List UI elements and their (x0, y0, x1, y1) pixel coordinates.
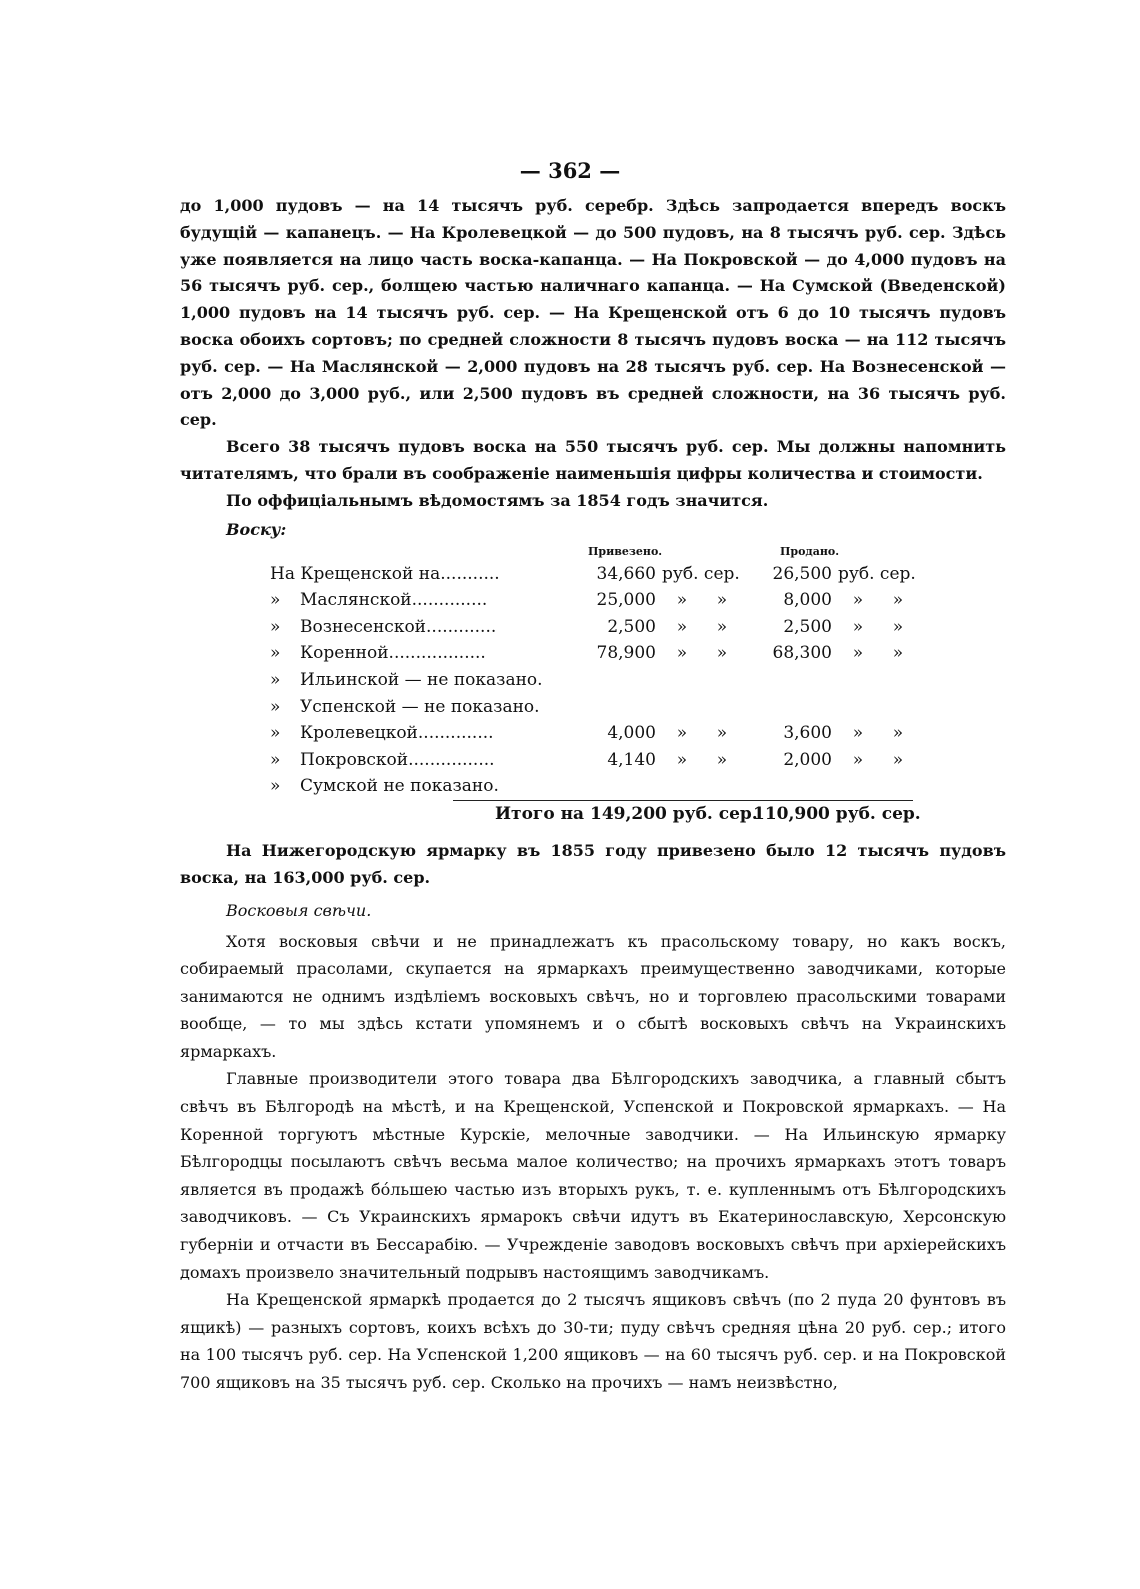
fair-name: Маслянской.............. (300, 590, 488, 611)
brought-value: 78,900 (596, 643, 656, 664)
paragraph-nizhny-fair: На Нижегородскую ярмарку въ 1855 году привезено было 12 тысячъ пудовъ воска, на 163,000 руб. сер. (180, 840, 1006, 887)
table-row (270, 694, 920, 721)
sold-ditto: » » (852, 723, 904, 744)
ditto-mark: » (270, 643, 281, 664)
table-row (270, 773, 920, 800)
sold-value: 8,000 (783, 590, 832, 611)
sold-ditto: » » (852, 590, 904, 611)
paragraph-candle-sales: На Крещенской ярмаркѣ продается до 2 тысячъ ящиковъ свѣчъ (по 2 пуда 20 фунтовъ въ ящикѣ) — разныхъ сортовъ, коихъ всѣхъ до 30-ти; пуду свѣчъ средняя цѣна 20 руб. сер.; итого на 100 тысячъ руб. сер. На Успенской 1,200 ящиковъ — на 60 тысячъ руб. сер. и на Покровской 700 ящиковъ на 35 тысячъ руб. сер. Сколько на прочихъ — намъ неизвѣстно, (180, 1290, 1006, 1392)
table-row (270, 561, 920, 588)
sold-unit: руб. сер. (838, 563, 916, 584)
brought-value: 34,660 (596, 563, 656, 584)
ditto-mark: » (270, 590, 281, 611)
brought-value: 4,000 (607, 723, 656, 744)
table-row (270, 747, 920, 774)
fair-name: Коренной.................. (300, 643, 486, 664)
header-brought: Привезено. (588, 544, 663, 558)
ditto-mark: » (270, 776, 281, 797)
table-header (270, 543, 920, 561)
brought-ditto: » » (676, 723, 728, 744)
sold-value: 3,600 (783, 723, 832, 744)
header-sold: Продано. (780, 544, 840, 558)
ditto-mark: » (270, 723, 281, 744)
total-sold: 110,900 руб. сер. (753, 803, 921, 824)
total-rule (453, 800, 913, 801)
sold-value: 26,500 (772, 563, 832, 584)
sold-ditto: » » (852, 643, 904, 664)
paragraph-candle-producers: Главные производители этого товара два Бѣлгородскихъ заводчика, а главный сбытъ свѣчъ въ Бѣлгородѣ на мѣстѣ, и на Крещенской, Успенской и Покровской ярмаркахъ. — На Коренной торгуютъ мѣстные Курскіе, мелочные заводчики. — На Ильинскую ярмарку Бѣлгородцы посылаютъ свѣчъ весьма малое количество; на прочихъ ярмаркахъ этотъ товаръ является въ продажѣ бóльшею частью изъ вторыхъ рукъ, т. е. купленнымъ отъ Бѣлгородскихъ заводчиковъ. — Съ Украинскихъ ярмарокъ свѣчи идутъ въ Екатеринославскую, Херсонскую губерніи и отчасти въ Бессарабію. — Учрежденіе заводовъ восковыхъ свѣчъ при архіерейскихъ домахъ произвело значительный подрывъ настоящимъ заводчикамъ. (180, 1069, 1006, 1282)
wax-trade-table (270, 543, 920, 830)
brought-ditto: » » (676, 643, 728, 664)
brought-ditto: » » (676, 590, 728, 611)
brought-ditto: » » (676, 749, 728, 770)
brought-ditto: » » (676, 616, 728, 637)
sold-value: 68,300 (772, 643, 832, 664)
section-label-candles: Восковыя свѣчи. (226, 900, 372, 920)
brought-value: 25,000 (596, 590, 656, 611)
table-row (270, 614, 920, 641)
brought-value: 4,140 (607, 749, 656, 770)
table-row (270, 720, 920, 747)
paragraph-official-records: По оффиціальнымъ вѣдомостямъ за 1854 годъ значится. (226, 490, 769, 510)
brought-unit: руб. сер. (662, 563, 740, 584)
page-number: — 362 — (519, 158, 621, 183)
fair-name: Кролевецкой.............. (300, 723, 494, 744)
fair-name: Сумской не показано. (300, 776, 499, 797)
table-row (270, 587, 920, 614)
paragraph-candles-intro: Хотя восковыя свѣчи и не принадлежатъ къ прасольскому товару, но какъ воскъ, собираемый прасолами, скупается на ярмаркахъ преимущественно заводчиками, которые занимаются не однимъ издѣліемъ восковыхъ свѣчъ, но и торговлею прасольскими товарами вообще, — то мы здѣсь кстати упомянемъ и о сбытѣ восковыхъ свѣчъ на Украинскихъ ярмаркахъ. (180, 931, 1006, 1061)
table-row (270, 640, 920, 667)
ditto-mark: » (270, 749, 281, 770)
sold-value: 2,000 (783, 749, 832, 770)
ditto-mark: » (270, 696, 281, 717)
ditto-mark: » (270, 669, 281, 690)
sold-ditto: » » (852, 749, 904, 770)
section-label-wax: Воску: (226, 519, 287, 539)
brought-value: 2,500 (607, 616, 656, 637)
fair-name: На Крещенской на........... (270, 563, 500, 584)
fair-name: Вознесенской............. (300, 616, 497, 637)
sold-ditto: » » (852, 616, 904, 637)
ditto-mark: » (270, 616, 281, 637)
paragraph-wax-total: Всего 38 тысячъ пудовъ воска на 550 тысячъ руб. сер. Мы должны напомнить читателямъ, что брали въ соображеніе наименьшія цифры количества и стоимости. (180, 437, 1006, 483)
table-row (270, 667, 920, 694)
body-text (180, 193, 1006, 1397)
fair-name: Ильинской — не показано. (300, 669, 543, 690)
paragraph-wax-by-fairs: до 1,000 пудовъ — на 14 тысячъ руб. серебр. Здѣсь запродается впередъ воскъ будущій — капанецъ. — На Кролевецкой — до 500 пудовъ, на 8 тысячъ руб. сер. Здѣсь уже появляется на лицо часть воска-капанца. — На Покровской — до 4,000 пудовъ на 56 тысячъ руб. сер., болщею частью наличнаго капанца. — На Сумской (Введенской) 1,000 пудовъ на 14 тысячъ руб. сер. — На Крещенской отъ 6 до 10 тысячъ пудовъ воска обоихъ сортовъ; по средней сложности 8 тысячъ пудовъ воска — на 112 тысячъ руб. сер. — На Маслянской — 2,000 пудовъ на 28 тысячъ руб. сер. На Вознесенской — отъ 2,000 до 3,000 руб., или 2,500 пудовъ въ средней сложности, на 36 тысячъ руб. сер. (180, 196, 1006, 430)
total-brought: Итого на 149,200 руб. сер. (495, 803, 758, 824)
fair-name: Успенской — не показано. (300, 696, 540, 717)
sold-value: 2,500 (783, 616, 832, 637)
fair-name: Покровской................ (300, 749, 495, 770)
table-total-row (270, 800, 920, 830)
